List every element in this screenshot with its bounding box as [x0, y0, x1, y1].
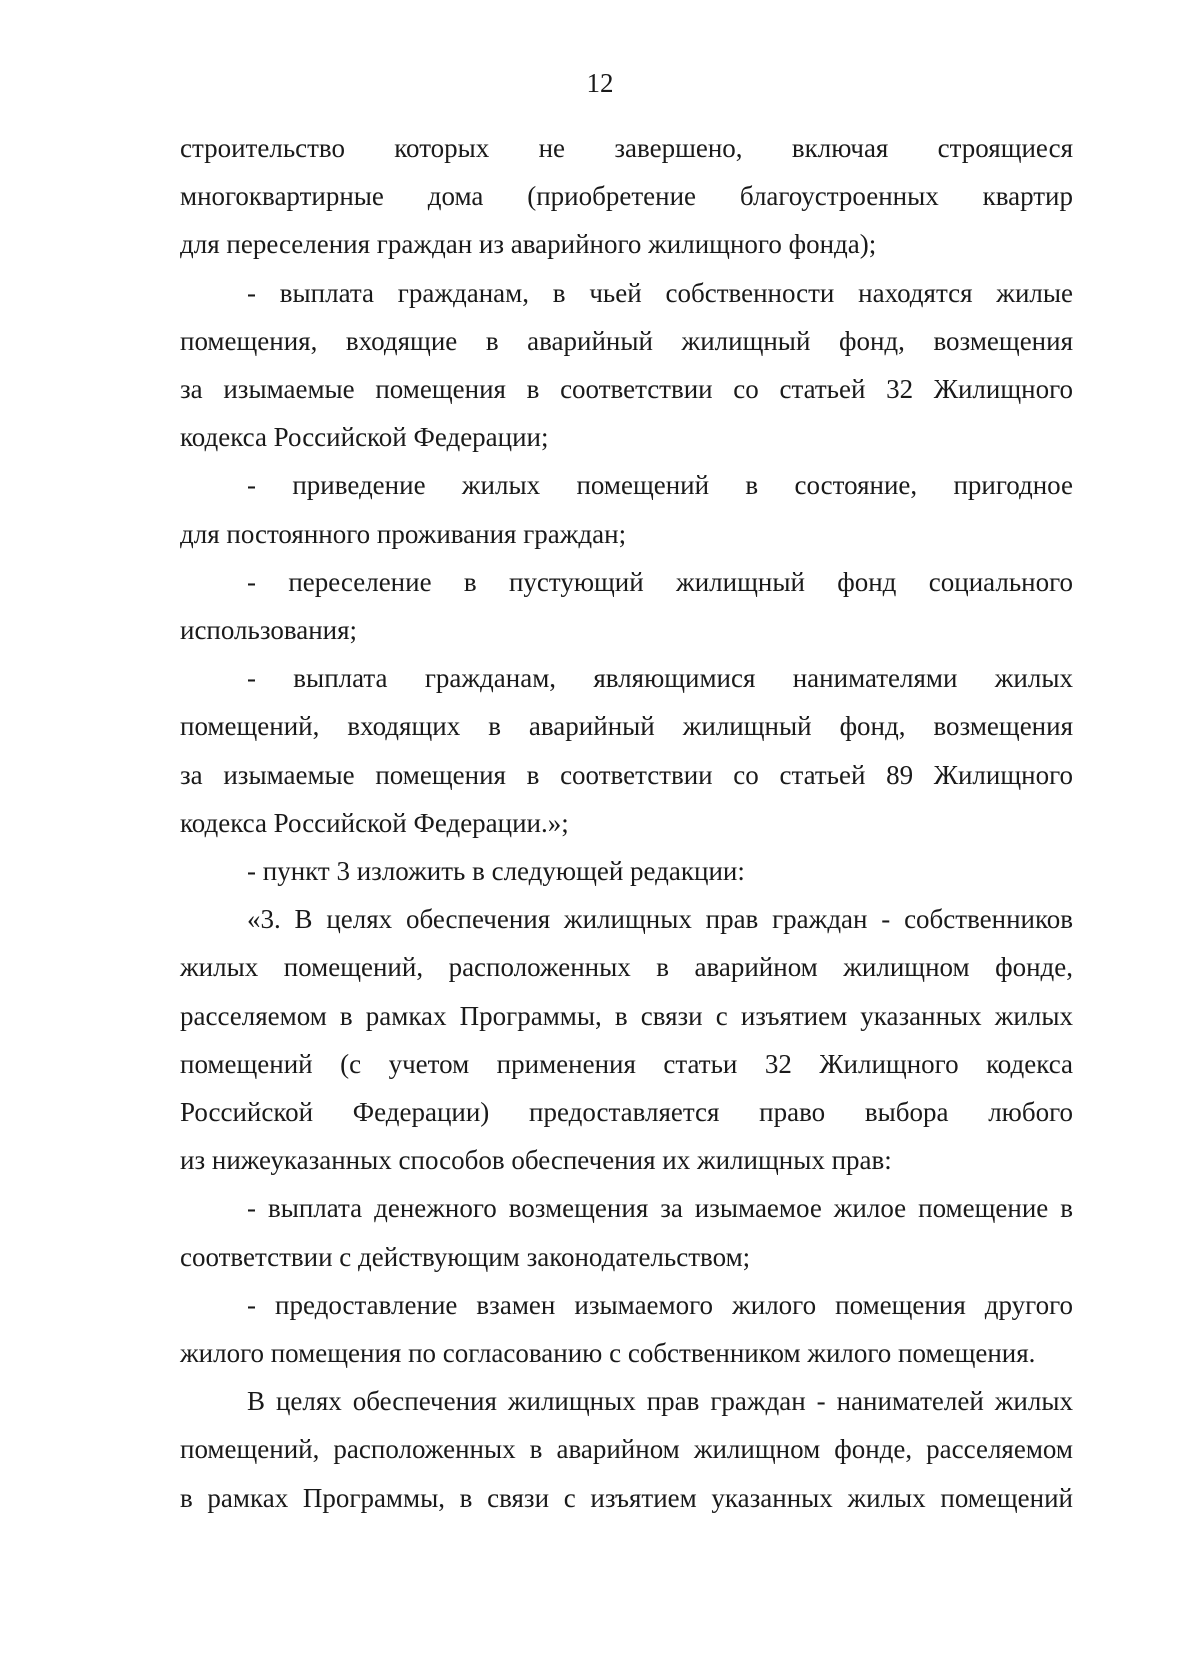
- text-line: за изымаемые помещения в соответствии со статьей 32 Жилищного: [180, 374, 1073, 405]
- text-line: - выплата денежного возмещения за изымаемое жилое помещение в: [247, 1193, 1073, 1224]
- text-line: Российской Федерации) предоставляется право выбора любого: [180, 1097, 1073, 1128]
- text-line: - предоставление взамен изымаемого жилого помещения другого: [247, 1289, 1073, 1320]
- text-line: жилых помещений, расположенных в аварийном жилищном фонде,: [180, 952, 1073, 983]
- text-line: соответствии с действующим законодательством;: [180, 1241, 751, 1272]
- text-line: «3. В целях обеспечения жилищных прав граждан - собственников: [247, 904, 1073, 935]
- text-line: - выплата гражданам, являющимися нанимателями жилых: [247, 663, 1073, 694]
- text-line: из нижеуказанных способов обеспечения их жилищных прав:: [180, 1145, 892, 1176]
- text-line: В целях обеспечения жилищных прав граждан - нанимателей жилых: [247, 1386, 1073, 1417]
- text-line: помещений, расположенных в аварийном жилищном фонде, расселяемом: [180, 1434, 1073, 1465]
- text-line: кодекса Российской Федерации;: [180, 422, 549, 453]
- text-line: для переселения граждан из аварийного жилищного фонда);: [180, 229, 877, 260]
- text-line: жилого помещения по согласованию с собственником жилого помещения.: [180, 1338, 1036, 1369]
- text-line: - приведение жилых помещений в состояние, пригодное: [247, 470, 1073, 501]
- text-line: использования;: [180, 615, 358, 646]
- text-line: - пункт 3 изложить в следующей редакции:: [247, 856, 745, 887]
- text-line: кодекса Российской Федерации.»;: [180, 807, 569, 838]
- text-line: расселяемом в рамках Программы, в связи с изъятием указанных жилых: [180, 1000, 1073, 1031]
- document-body: [180, 124, 1073, 1522]
- text-line: для постоянного проживания граждан;: [180, 518, 627, 549]
- text-line: за изымаемые помещения в соответствии со статьей 89 Жилищного: [180, 759, 1073, 790]
- text-line: помещения, входящие в аварийный жилищный фонд, возмещения: [180, 325, 1073, 356]
- text-line: многоквартирные дома (приобретение благоустроенных квартир: [180, 181, 1073, 212]
- text-line: - выплата гражданам, в чьей собственности находятся жилые: [247, 277, 1073, 308]
- text-line: строительство которых не завершено, включая строящиеся: [180, 133, 1073, 163]
- text-line: - переселение в пустующий жилищный фонд социального: [247, 566, 1073, 597]
- page-number: 12: [586, 68, 614, 98]
- text-line: помещений, входящих в аварийный жилищный фонд, возмещения: [180, 711, 1073, 742]
- text-line: в рамках Программы, в связи с изъятием указанных жилых помещений: [180, 1482, 1073, 1513]
- text-line: помещений (с учетом применения статьи 32 Жилищного кодекса: [180, 1048, 1073, 1079]
